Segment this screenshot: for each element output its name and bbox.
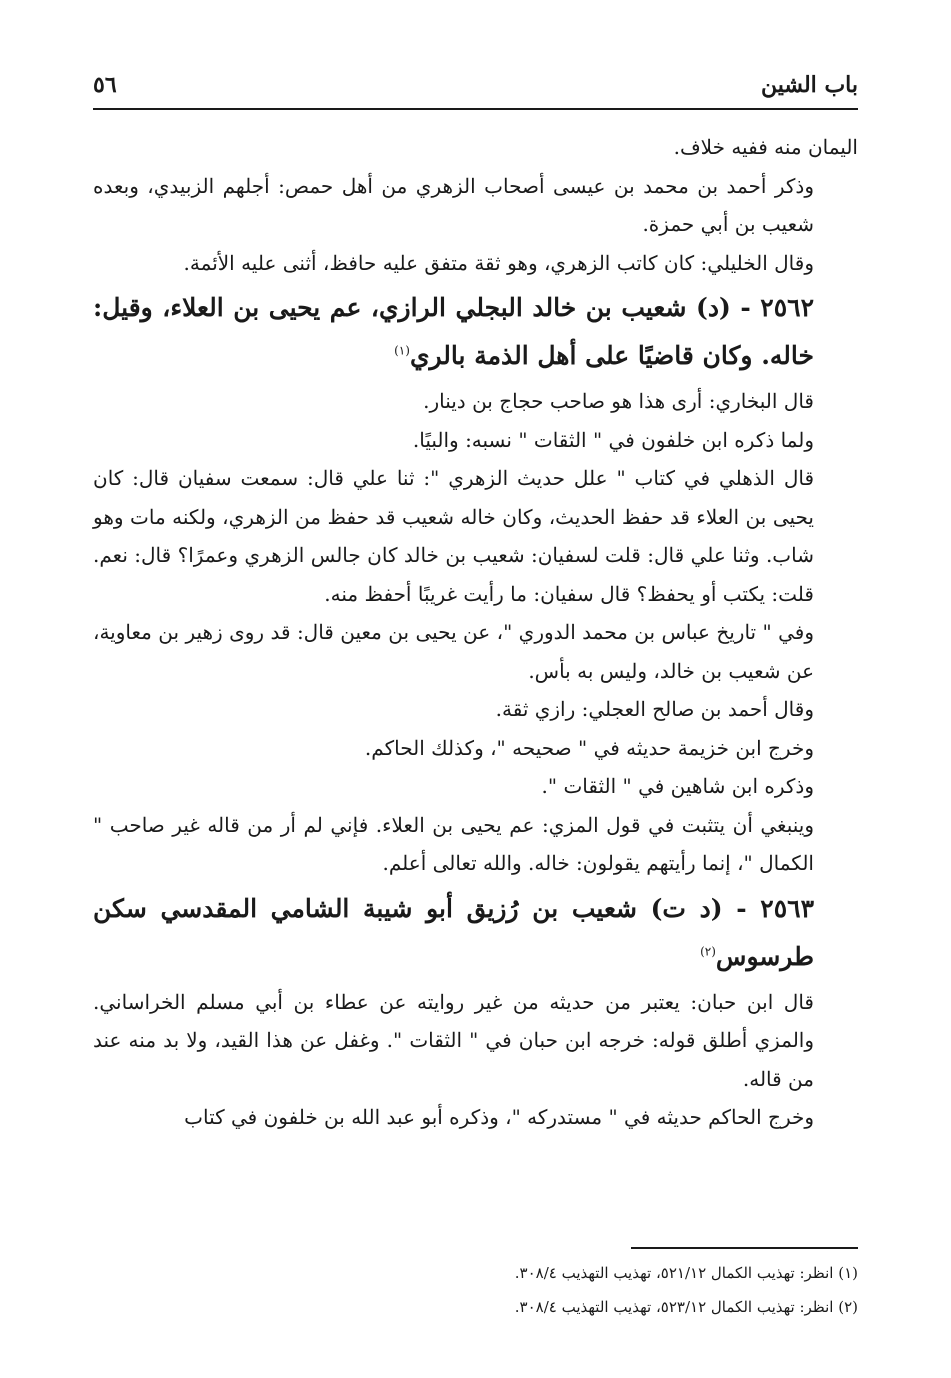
footnote-divider [631,1247,858,1249]
chapter-title: باب الشين [760,72,858,98]
paragraph: وينبغي أن يتثبت في قول المزي: عم يحيى بن العلاء. فإني لم أر من قاله غير صاحب " الكمال "، إنما رأيتهم يقولون: خاله. والله تعالى أعلم. [93,812,814,875]
paragraph: وخرج الحاكم حديثه في " مستدركه "، وذكره أبو عبد الله بن خلفون في كتاب [184,1105,814,1129]
paragraph: اليمان منه ففيه خلاف. [673,135,858,159]
footnote: (٢) انظر: تهذيب الكمال ٥٢٣/١٢، تهذيب التهذيب ٣٠٨/٤. [514,1298,858,1316]
paragraph: وذكره ابن شاهين في " الثقات ". [541,774,814,798]
footnotes [93,1256,858,1324]
footnote-ref: (١) [394,343,410,358]
paragraph: قال ابن حبان: يعتبر من حديثه من غير روايته عن عطاء بن أبي مسلم الخراساني. والمزي أطلق قوله: خرجه ابن حبان في " الثقات ". وغفل عن هذا القيد، ولا بد منه عند من قاله. [93,989,814,1091]
paragraph: وفي " تاريخ عباس بن محمد الدوري "، عن يحيى بن معين قال: قد روى زهير بن معاوية، عن شعيب بن خالد، وليس به بأس. [93,620,814,683]
page-header [93,70,858,110]
page-body [93,128,858,1137]
entry-heading-2562 [93,284,858,380]
paragraph: قال البخاري: أرى هذا هو صاحب حجاج بن دينار. [423,389,814,413]
paragraph: وقال أحمد بن صالح العجلي: رازي ثقة. [495,697,814,721]
page-number: ٥٦ [93,72,117,98]
paragraph: وخرج ابن خزيمة حديثه في " صحيحه "، وكذلك الحاكم. [364,735,814,760]
entry-heading-2563 [93,885,858,981]
entry-heading-text: ٢٥٦٢ - (د) شعيب بن خالد البجلي الرازي، عم يحيى بن العلاء، وقيل: خاله. وكان قاضيًا على أهل الذمة بالري [93,293,814,370]
paragraph: ولما ذكره ابن خلفون في " الثقات " نسبه: والبيًا. [412,427,814,452]
entry-heading-text: ٢٥٦٣ - (د ت) شعيب بن رُزيق أبو شيبة الشامي المقدسي سكن طرسوس [93,893,814,971]
footnote: (١) انظر: تهذيب الكمال ٥٢١/١٢، تهذيب التهذيب ٣٠٨/٤. [514,1264,858,1282]
paragraph: وقال الخليلي: كان كاتب الزهري، وهو ثقة متفق عليه حافظ، أثنى عليه الأئمة. [183,250,814,275]
paragraph: قال الذهلي في كتاب " علل حديث الزهري ": ثنا علي قال: سمعت سفيان قال: كان يحيى بن العلاء قد حفظ الحديث، وكان خاله شعيب قد حفظ من الزهري، ولكنه مات وهو شاب. وثنا علي قال: قلت لسفيان: شعيب بن خالد كان جالس الزهري وعمرًا؟ قال: نعم. قلت: يكتب أو يحفظ؟ قال سفيان: ما رأيت غريبًا أحفظ منه. [93,466,814,606]
footnote-ref: (٢) [700,944,716,959]
paragraph: وذكر أحمد بن محمد بن عيسى أصحاب الزهري من أهل حمص: أجلهم الزبيدي، وبعده شعيب بن أبي حمزة. [93,173,814,236]
